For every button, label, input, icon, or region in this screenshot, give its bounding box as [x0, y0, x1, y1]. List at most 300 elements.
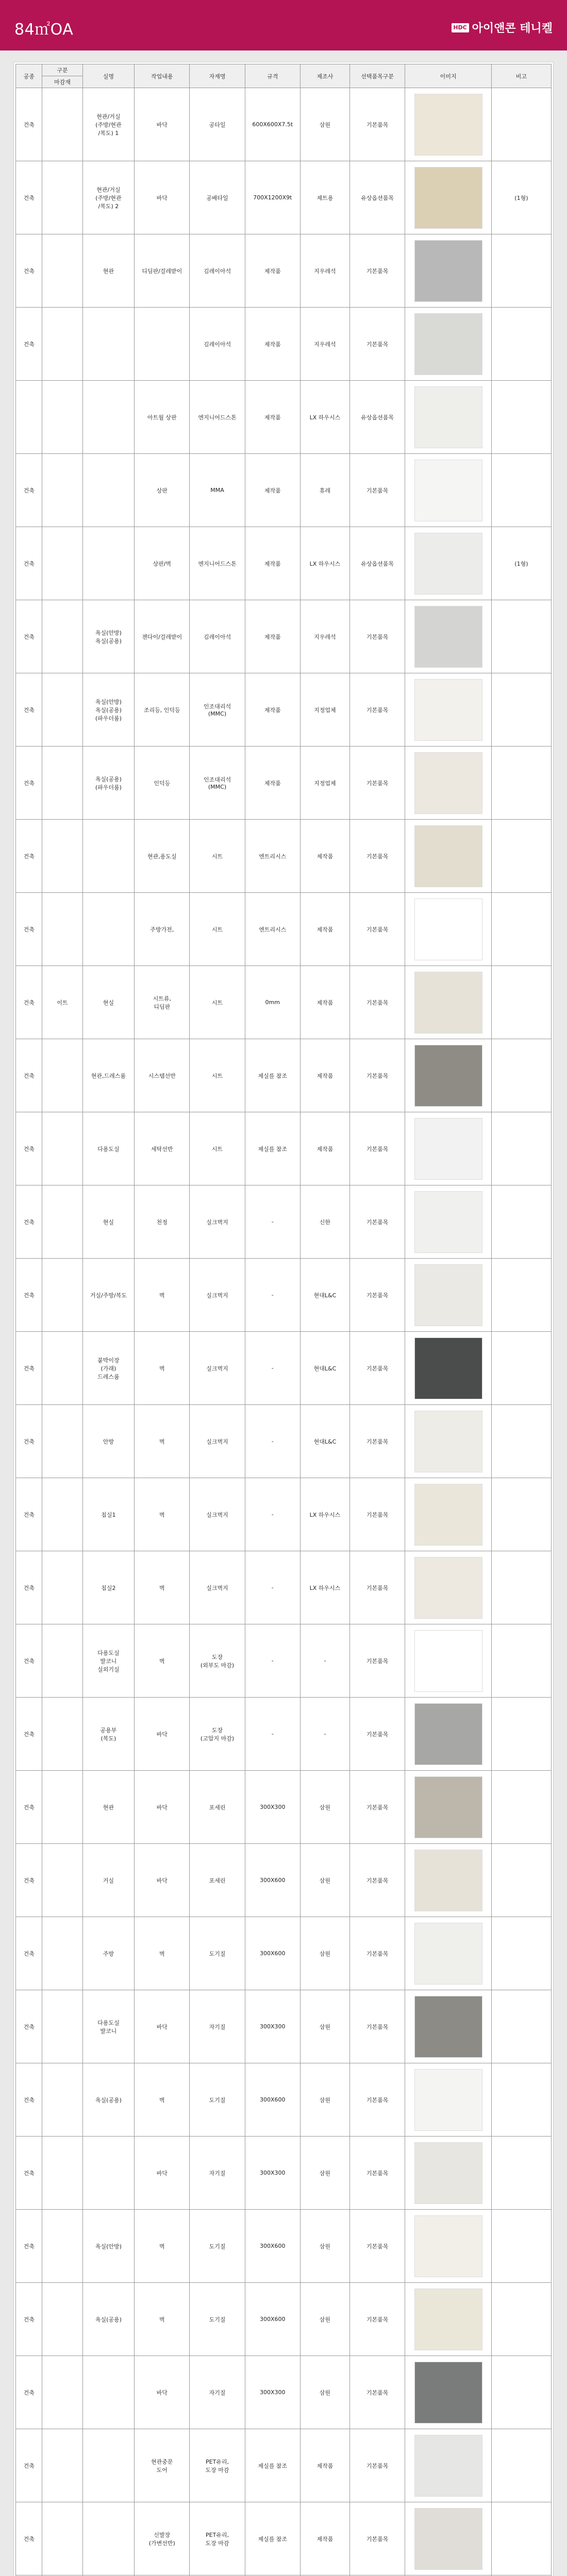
cell-g: 삼원 — [300, 2063, 349, 2137]
cell-e: 시트 — [190, 1112, 245, 1185]
cell-a: 건축 — [16, 2137, 42, 2210]
table-row — [16, 673, 552, 747]
cell-f: - — [245, 1551, 300, 1624]
cell-b — [42, 161, 82, 234]
cell-e: 시트 — [190, 820, 245, 893]
cell-k — [491, 600, 551, 673]
cell-f: 엔트리시스 — [245, 893, 300, 966]
cell-a: 건축 — [16, 1698, 42, 1771]
cell-k — [491, 88, 551, 161]
cell-a: 건축 — [16, 234, 42, 308]
table-row — [16, 1112, 552, 1185]
table-row — [16, 1551, 552, 1624]
cell-g: 삼원 — [300, 2283, 349, 2356]
cell-d: 바닥 — [135, 2356, 190, 2429]
material-swatch-image — [414, 460, 482, 521]
material-swatch-cell — [405, 1478, 492, 1551]
cell-c — [82, 893, 135, 966]
material-swatch-image — [414, 2508, 482, 2570]
cell-k — [491, 234, 551, 308]
cell-b — [42, 1917, 82, 1990]
cell-f: 300X600 — [245, 2283, 300, 2356]
cell-h: 기본품목 — [349, 1332, 405, 1405]
cell-g: 지정업체 — [300, 673, 349, 747]
cell-b — [42, 747, 82, 820]
brand-logo — [452, 20, 553, 36]
page-header — [0, 0, 567, 50]
cell-f: 300X600 — [245, 2063, 300, 2137]
material-swatch-image — [414, 1118, 482, 1180]
cell-h: 기본품목 — [349, 673, 405, 747]
cell-a: 건축 — [16, 1771, 42, 1844]
cell-b — [42, 2356, 82, 2429]
cell-k — [491, 893, 551, 966]
cell-f: 제실를 참조 — [245, 1039, 300, 1112]
cell-f: 제실를 참조 — [245, 2502, 300, 2575]
cell-g: - — [300, 1698, 349, 1771]
cell-k — [491, 1039, 551, 1112]
table-row — [16, 1405, 552, 1478]
cell-c: 욕실(안방) — [82, 2210, 135, 2283]
material-swatch-cell — [405, 2210, 492, 2283]
cell-k — [491, 1259, 551, 1332]
cell-d: 바닥 — [135, 1844, 190, 1917]
table-row — [16, 1844, 552, 1917]
table-row — [16, 454, 552, 527]
cell-f: 제작품 — [245, 673, 300, 747]
logo-mark: HDC — [452, 23, 469, 32]
material-swatch-cell — [405, 2063, 492, 2137]
cell-e: 공타일 — [190, 88, 245, 161]
cell-a: 건축 — [16, 1917, 42, 1990]
cell-c — [82, 2356, 135, 2429]
table-row — [16, 381, 552, 454]
cell-h: 기본품목 — [349, 1917, 405, 1990]
cell-f: 제작품 — [245, 527, 300, 600]
cell-k — [491, 1844, 551, 1917]
cell-b — [42, 2210, 82, 2283]
cell-f: 300X300 — [245, 2137, 300, 2210]
cell-f: 700X1200X9t — [245, 161, 300, 234]
cell-d: 주방가전, — [135, 893, 190, 966]
cell-g: LX 하우시스 — [300, 527, 349, 600]
col-header: 자재명 — [190, 64, 245, 88]
cell-f: - — [245, 1405, 300, 1478]
cell-g: LX 하우시스 — [300, 1551, 349, 1624]
material-swatch-image — [414, 1045, 482, 1107]
cell-h: 유상옵션품목 — [349, 381, 405, 454]
cell-a: 건축 — [16, 600, 42, 673]
cell-a: 건축 — [16, 1478, 42, 1551]
cell-a: 건축 — [16, 673, 42, 747]
cell-d: 조리등, 인덕등 — [135, 673, 190, 747]
cell-c — [82, 308, 135, 381]
table-body — [16, 88, 552, 2576]
cell-d: 천정 — [135, 1185, 190, 1259]
cell-a: 건축 — [16, 893, 42, 966]
cell-e: 실크벽지 — [190, 1478, 245, 1551]
cell-d: 벽 — [135, 1405, 190, 1478]
col-header: 비고 — [491, 64, 551, 88]
cell-h: 기본품목 — [349, 893, 405, 966]
cell-e: 실크벽지 — [190, 1259, 245, 1332]
material-swatch-image — [414, 1191, 482, 1253]
cell-h: 기본품목 — [349, 2063, 405, 2137]
cell-d: 아트월 상판 — [135, 381, 190, 454]
table-row — [16, 1332, 552, 1405]
cell-h: 기본품목 — [349, 600, 405, 673]
table-row — [16, 527, 552, 600]
col-header: 실명 — [82, 64, 135, 88]
table-row — [16, 1039, 552, 1112]
cell-e: 인조대리석 (MMC) — [190, 747, 245, 820]
material-swatch-cell — [405, 820, 492, 893]
cell-c: 욕실(안방) 욕실(공용) (파우더룸) — [82, 673, 135, 747]
cell-g: 제작품 — [300, 2502, 349, 2575]
cell-f: 600X600X7.5t — [245, 88, 300, 161]
cell-g: 삼원 — [300, 1990, 349, 2063]
cell-c: 안방 — [82, 1405, 135, 1478]
cell-k — [491, 2283, 551, 2356]
table-row — [16, 1624, 552, 1698]
cell-g: 현대L&C — [300, 1259, 349, 1332]
cell-f: 300X300 — [245, 1990, 300, 2063]
cell-h: 기본품목 — [349, 1185, 405, 1259]
cell-c: 거실 — [82, 1844, 135, 1917]
cell-g: 지우레석 — [300, 234, 349, 308]
material-swatch-image — [414, 2362, 482, 2424]
cell-k — [491, 1405, 551, 1478]
cell-d: 바닥 — [135, 88, 190, 161]
cell-c — [82, 381, 135, 454]
cell-b — [42, 1478, 82, 1551]
cell-c: 현관/거실 (주방/현관 /복도) 2 — [82, 161, 135, 234]
cell-f: 300X600 — [245, 1844, 300, 1917]
cell-h: 기본품목 — [349, 1405, 405, 1478]
cell-k — [491, 1698, 551, 1771]
cell-c — [82, 454, 135, 527]
cell-c: 욕실(공용) — [82, 2063, 135, 2137]
material-swatch-cell — [405, 308, 492, 381]
cell-c: 공용부 (복도) — [82, 1698, 135, 1771]
cell-c — [82, 527, 135, 600]
cell-b — [42, 454, 82, 527]
cell-e: 공배타일 — [190, 161, 245, 234]
material-swatch-image — [414, 94, 482, 156]
cell-c: 다용도실 발코니 실외기실 — [82, 1624, 135, 1698]
col-header: 규격 — [245, 64, 300, 88]
cell-f: 300X600 — [245, 2210, 300, 2283]
cell-c: 현관/거실 (주방/현관 /복도) 1 — [82, 88, 135, 161]
col-header: 구분 — [42, 64, 82, 76]
cell-e: 도장 (고압지 마감) — [190, 1698, 245, 1771]
cell-e: 포세린 — [190, 1844, 245, 1917]
cell-e: 도기질 — [190, 2210, 245, 2283]
cell-d: 벽 — [135, 2283, 190, 2356]
table-row — [16, 234, 552, 308]
material-swatch-image — [414, 1411, 482, 1472]
material-swatch-cell — [405, 2429, 492, 2502]
cell-f: 제작품 — [245, 234, 300, 308]
material-swatch-cell — [405, 1112, 492, 1185]
cell-e: 엔지니어드스톤 — [190, 527, 245, 600]
table-row — [16, 1698, 552, 1771]
cell-e: 자기질 — [190, 2356, 245, 2429]
cell-a: 건축 — [16, 1624, 42, 1698]
cell-b — [42, 1698, 82, 1771]
table-row — [16, 893, 552, 966]
table-row — [16, 2137, 552, 2210]
cell-d: 벽 — [135, 1478, 190, 1551]
cell-f: - — [245, 1698, 300, 1771]
cell-d: 벽 — [135, 1259, 190, 1332]
material-swatch-cell — [405, 1844, 492, 1917]
cell-e: 도장 (외부도 마감) — [190, 1624, 245, 1698]
cell-d: 세탁선반 — [135, 1112, 190, 1185]
cell-k — [491, 2356, 551, 2429]
cell-e: 실크벽지 — [190, 1185, 245, 1259]
cell-b — [42, 1990, 82, 2063]
cell-b — [42, 1551, 82, 1624]
cell-d: 바닥 — [135, 1990, 190, 2063]
cell-d: 벽 — [135, 2063, 190, 2137]
table-header-row — [16, 64, 552, 76]
material-swatch-cell — [405, 454, 492, 527]
cell-e: 도기질 — [190, 1917, 245, 1990]
table-row — [16, 1990, 552, 2063]
cell-k — [491, 2137, 551, 2210]
cell-d: 바닥 — [135, 2137, 190, 2210]
material-swatch-image — [414, 2142, 482, 2204]
cell-f: 300X300 — [245, 2356, 300, 2429]
cell-k — [491, 1332, 551, 1405]
material-swatch-image — [414, 1264, 482, 1326]
cell-a — [16, 381, 42, 454]
cell-e: 시트 — [190, 966, 245, 1039]
cell-g: 현대L&C — [300, 1405, 349, 1478]
cell-h: 기본품목 — [349, 820, 405, 893]
cell-b — [42, 2283, 82, 2356]
cell-k — [491, 966, 551, 1039]
cell-a: 건축 — [16, 966, 42, 1039]
cell-e: 도기질 — [190, 2063, 245, 2137]
cell-k — [491, 1478, 551, 1551]
cell-b — [42, 2137, 82, 2210]
cell-h: 기본품목 — [349, 1844, 405, 1917]
table-row — [16, 1478, 552, 1551]
cell-a: 건축 — [16, 747, 42, 820]
cell-g: 삼원 — [300, 1917, 349, 1990]
cell-b — [42, 1259, 82, 1332]
table-row — [16, 2210, 552, 2283]
cell-h: 기본품목 — [349, 2283, 405, 2356]
cell-e: 자기질 — [190, 2137, 245, 2210]
material-swatch-cell — [405, 381, 492, 454]
material-swatch-cell — [405, 1771, 492, 1844]
cell-a: 건축 — [16, 161, 42, 234]
cell-b — [42, 600, 82, 673]
cell-c: 거실/주방/복도 — [82, 1259, 135, 1332]
cell-g: 삼원 — [300, 1771, 349, 1844]
col-header: 선택품목구분 — [349, 64, 405, 88]
material-swatch-cell — [405, 747, 492, 820]
material-swatch-image — [414, 240, 482, 302]
material-swatch-cell — [405, 161, 492, 234]
cell-e: 김레이아석 — [190, 234, 245, 308]
cell-d: 젠다이/걸레받이 — [135, 600, 190, 673]
cell-c: 현관 — [82, 1771, 135, 1844]
cell-c: 주방 — [82, 1917, 135, 1990]
table-row — [16, 2063, 552, 2137]
cell-c: 다용도실 발코니 — [82, 1990, 135, 2063]
material-swatch-cell — [405, 966, 492, 1039]
cell-h: 기본품목 — [349, 2502, 405, 2575]
cell-g: 제작품 — [300, 893, 349, 966]
material-swatch-cell — [405, 600, 492, 673]
cell-g: 삼원 — [300, 2210, 349, 2283]
cell-a: 건축 — [16, 2502, 42, 2575]
cell-k — [491, 2429, 551, 2502]
cell-b — [42, 1185, 82, 1259]
table-row — [16, 966, 552, 1039]
cell-d: 바닥 — [135, 1771, 190, 1844]
cell-h: 기본품목 — [349, 454, 405, 527]
material-swatch-cell — [405, 1259, 492, 1332]
cell-c — [82, 820, 135, 893]
cell-b — [42, 1039, 82, 1112]
cell-h: 기본품목 — [349, 2356, 405, 2429]
cell-d: 현관,용도실 — [135, 820, 190, 893]
material-swatch-image — [414, 386, 482, 448]
table-row — [16, 600, 552, 673]
cell-f: 제작품 — [245, 381, 300, 454]
cell-k — [491, 308, 551, 381]
material-swatch-image — [414, 1703, 482, 1765]
cell-d: 바닥 — [135, 161, 190, 234]
cell-b — [42, 308, 82, 381]
material-swatch-image — [414, 1923, 482, 1985]
cell-d: 벽 — [135, 2210, 190, 2283]
cell-k — [491, 381, 551, 454]
cell-h: 유상옵션품목 — [349, 161, 405, 234]
material-swatch-image — [414, 679, 482, 741]
material-swatch-cell — [405, 1551, 492, 1624]
cell-c — [82, 2502, 135, 2575]
cell-f: - — [245, 1478, 300, 1551]
material-swatch-image — [414, 752, 482, 814]
cell-g: - — [300, 1624, 349, 1698]
cell-e: 엔지니어드스톤 — [190, 381, 245, 454]
cell-g: 제트용 — [300, 161, 349, 234]
cell-d: 상판/벽 — [135, 527, 190, 600]
cell-b — [42, 2429, 82, 2502]
cell-f: 제작품 — [245, 454, 300, 527]
cell-a: 건축 — [16, 2283, 42, 2356]
cell-b — [42, 1624, 82, 1698]
material-swatch-cell — [405, 1698, 492, 1771]
cell-k — [491, 2502, 551, 2575]
table-row — [16, 1771, 552, 1844]
cell-h: 유상옵션품목 — [349, 527, 405, 600]
cell-g: 신한 — [300, 1185, 349, 1259]
material-swatch-image — [414, 1776, 482, 1838]
col-header: 이미지 — [405, 64, 492, 88]
cell-a: 건축 — [16, 1112, 42, 1185]
cell-b — [42, 88, 82, 161]
cell-f: - — [245, 1259, 300, 1332]
cell-h: 기본품목 — [349, 747, 405, 820]
cell-b — [42, 893, 82, 966]
cell-d: 현관중문 도어 — [135, 2429, 190, 2502]
cell-c: 붙박이장 (가래) 드레스룸 — [82, 1332, 135, 1405]
cell-k — [491, 1990, 551, 2063]
cell-e: PET유리, 도장 마감 — [190, 2429, 245, 2502]
material-swatch-image — [414, 606, 482, 668]
table-row — [16, 2429, 552, 2502]
cell-b — [42, 673, 82, 747]
material-swatch-cell — [405, 2283, 492, 2356]
cell-a: 건축 — [16, 820, 42, 893]
material-swatch-image — [414, 2215, 482, 2277]
cell-d: 인덕등 — [135, 747, 190, 820]
material-swatch-cell — [405, 1185, 492, 1259]
table-row — [16, 1917, 552, 1990]
material-swatch-image — [414, 825, 482, 887]
cell-h: 기본품목 — [349, 1698, 405, 1771]
cell-f: 제실를 참조 — [245, 2429, 300, 2502]
table-row — [16, 747, 552, 820]
cell-a: 건축 — [16, 1332, 42, 1405]
cell-e: 실크벽지 — [190, 1551, 245, 1624]
cell-h: 기본품목 — [349, 2137, 405, 2210]
cell-c: 다용도실 — [82, 1112, 135, 1185]
cell-d: 상판 — [135, 454, 190, 527]
cell-d: 벽 — [135, 1917, 190, 1990]
cell-f: 제작품 — [245, 747, 300, 820]
cell-e: 김레이아석 — [190, 308, 245, 381]
table-row — [16, 1185, 552, 1259]
cell-k — [491, 1624, 551, 1698]
cell-e: 도기질 — [190, 2283, 245, 2356]
material-swatch-image — [414, 1337, 482, 1399]
cell-e: 실크벽지 — [190, 1405, 245, 1478]
cell-g: 지우레석 — [300, 600, 349, 673]
cell-h: 기본품목 — [349, 1259, 405, 1332]
material-swatch-image — [414, 1850, 482, 1911]
cell-k: (1형) — [491, 527, 551, 600]
material-swatch-cell — [405, 1405, 492, 1478]
table-row — [16, 820, 552, 893]
material-swatch-cell — [405, 673, 492, 747]
spec-sheet — [13, 62, 554, 2576]
table-row — [16, 2283, 552, 2356]
cell-g: 지정업체 — [300, 747, 349, 820]
cell-e: 시트 — [190, 1039, 245, 1112]
cell-g: LX 하우시스 — [300, 1478, 349, 1551]
cell-g: LX 하우시스 — [300, 381, 349, 454]
col-header: 공종 — [16, 64, 42, 88]
material-swatch-cell — [405, 234, 492, 308]
cell-a: 건축 — [16, 2210, 42, 2283]
material-swatch-cell — [405, 893, 492, 966]
table-row — [16, 161, 552, 234]
table-row — [16, 88, 552, 161]
material-swatch-image — [414, 1996, 482, 2058]
cell-c: 현실 — [82, 966, 135, 1039]
cell-d: 시스템선반 — [135, 1039, 190, 1112]
material-swatch-cell — [405, 2137, 492, 2210]
cell-k — [491, 1551, 551, 1624]
